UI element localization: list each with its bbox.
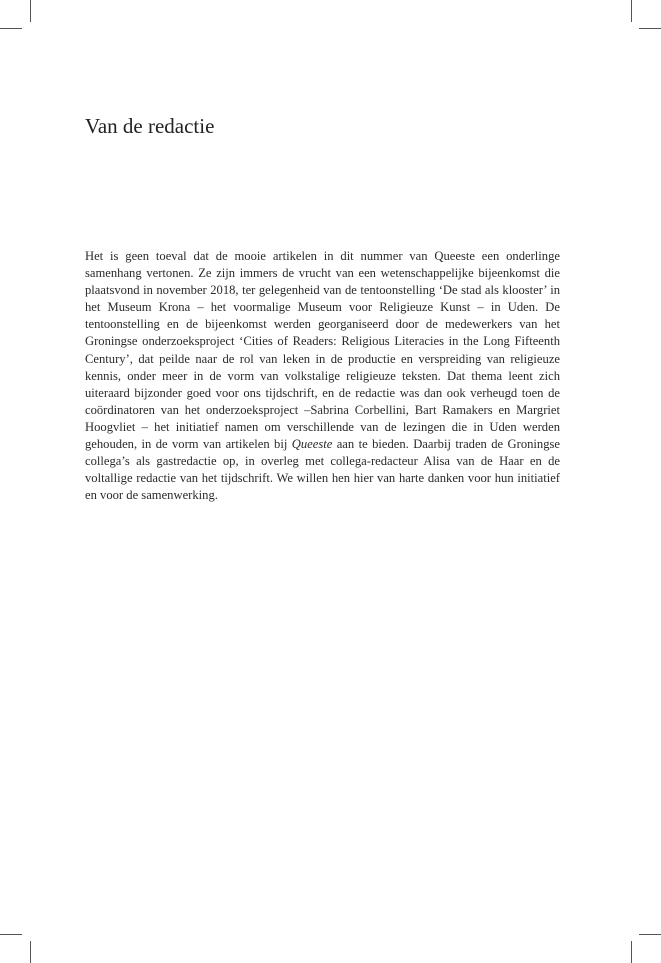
crop-mark-top-right-horizontal — [639, 28, 661, 29]
body-text-part-1: Het is geen toeval dat de mooie artikelen in dit nummer van Queeste een onderlinge samenhang vertonen. Ze zijn immers de vrucht van een wetenschappelijke bijeenkomst die plaatsvond in november 2018, ter gelegenheid van de tentoonstelling ‘De stad als klooster’ in het Museum Krona – het voormalige Museum voor Religieuze Kunst – in Uden. De tentoonstelling en de bijeenkomst werden georganiseerd door de medewerkers van het Groningse onderzoeksproject ‘Cities of Readers: Religious Literacies in the Long Fifteenth Century’, dat peilde naar de rol van leken in de productie en verspreiding van religieuze kennis, onder meer in de vorm van volkstalige religieuze teksten. Dat thema leent zich uiteraard bijzonder goed voor ons tijdschrift, en de redactie was dan ook verheugd toen de coördinatoren van het onderzoeksproject –Sabrina Corbellini, Bart Ramakers en Margriet Hoogvliet – het initiatief namen om verschillende van de lezingen die in Uden werden gehouden, in de vorm van artikelen bij — [85, 249, 560, 452]
page-title: Van de redactie — [85, 114, 215, 138]
crop-mark-top-left-horizontal — [0, 28, 22, 29]
crop-mark-top-left-vertical — [30, 0, 31, 22]
body-text-part-2: aan te bieden. Daarbij traden de Groningse collega’s als gastredactie op, in overleg met collega-redacteur Alisa van de Haar en de voltallige redactie van het tijdschrift. We willen hen hier van harte danken voor hun initiatief en voor de samenwerking. — [85, 437, 561, 503]
crop-mark-top-right-vertical — [631, 0, 632, 22]
crop-mark-bottom-right-horizontal — [639, 934, 661, 935]
crop-mark-bottom-left-horizontal — [0, 934, 22, 935]
journal-name: Queeste — [291, 437, 333, 452]
crop-mark-bottom-right-vertical — [631, 941, 632, 963]
crop-mark-bottom-left-vertical — [30, 941, 31, 963]
body-paragraph — [85, 248, 560, 504]
